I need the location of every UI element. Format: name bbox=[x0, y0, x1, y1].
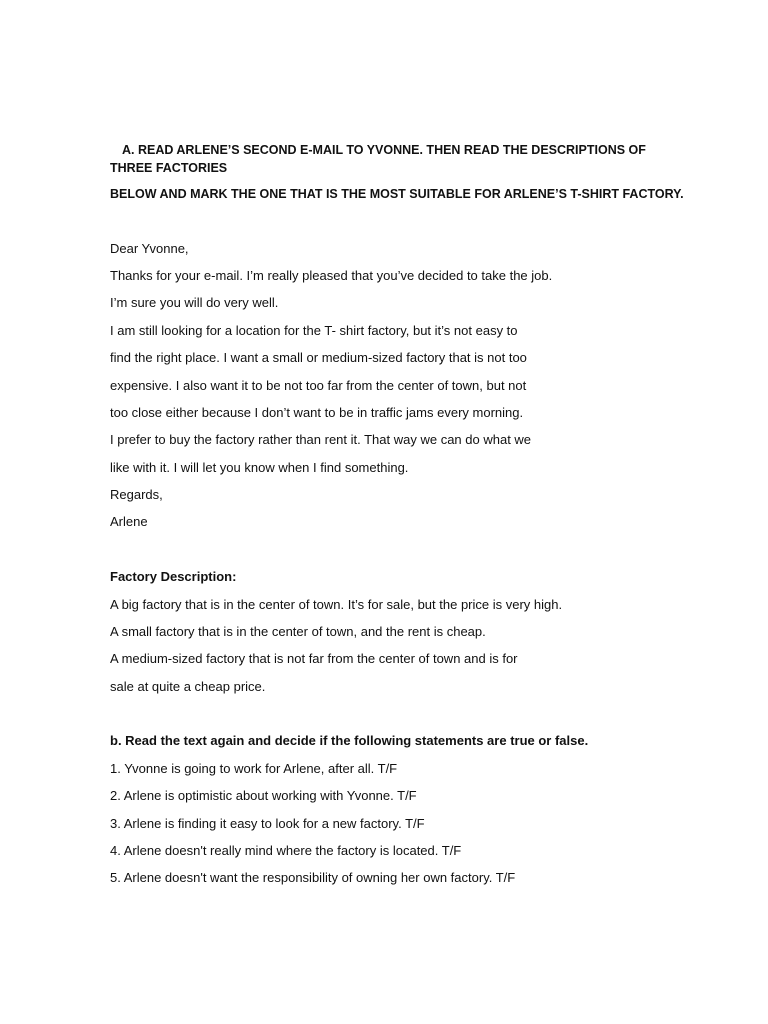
factory-description-line: sale at quite a cheap price. bbox=[110, 679, 266, 694]
factory-description-heading: Factory Description: bbox=[110, 569, 237, 584]
statement-item: 3. Arlene is finding it easy to look for a new factory. T/F bbox=[110, 816, 425, 831]
part-a-instruction-line1: A. READ ARLENE’S SECOND E-MAIL TO YVONNE. THEN READ THE DESCRIPTIONS OF THREE FACTORIES bbox=[110, 143, 646, 175]
email-line: I am still looking for a location for the T- shirt factory, but it’s not easy to bbox=[110, 323, 518, 338]
factory-description-line: A small factory that is in the center of town, and the rent is cheap. bbox=[110, 624, 486, 639]
email-line: Thanks for your e-mail. I’m really pleased that you’ve decided to take the job. bbox=[110, 268, 553, 283]
statement-item: 2. Arlene is optimistic about working with Yvonne. T/F bbox=[110, 788, 417, 803]
statement-item: 4. Arlene doesn't really mind where the factory is located. T/F bbox=[110, 843, 462, 858]
statement-item: 1. Yvonne is going to work for Arlene, after all. T/F bbox=[110, 761, 398, 776]
email-greeting: Dear Yvonne, bbox=[110, 241, 189, 256]
statement-item: 5. Arlene doesn't want the responsibility of owning her own factory. T/F bbox=[110, 870, 516, 885]
email-line: too close either because I don’t want to be in traffic jams every morning. bbox=[110, 405, 524, 420]
email-signature: Arlene bbox=[110, 514, 148, 529]
email-line: like with it. I will let you know when I find something. bbox=[110, 460, 409, 475]
factory-description-line: A big factory that is in the center of town. It’s for sale, but the price is very high. bbox=[110, 597, 563, 612]
email-line: I’m sure you will do very well. bbox=[110, 295, 279, 310]
factory-description-line: A medium-sized factory that is not far from the center of town and is for bbox=[110, 651, 518, 666]
part-a-instruction-line2: BELOW AND MARK THE ONE THAT IS THE MOST SUITABLE FOR ARLENE’S T-SHIRT FACTORY. bbox=[110, 187, 684, 201]
email-line: expensive. I also want it to be not too far from the center of town, but not bbox=[110, 378, 527, 393]
email-closing: Regards, bbox=[110, 487, 163, 502]
email-line: I prefer to buy the factory rather than rent it. That way we can do what we bbox=[110, 432, 532, 447]
email-line: find the right place. I want a small or medium-sized factory that is not too bbox=[110, 350, 527, 365]
part-b-heading: b. Read the text again and decide if the following statements are true or false. bbox=[110, 733, 589, 748]
part-a-instruction bbox=[110, 141, 670, 177]
